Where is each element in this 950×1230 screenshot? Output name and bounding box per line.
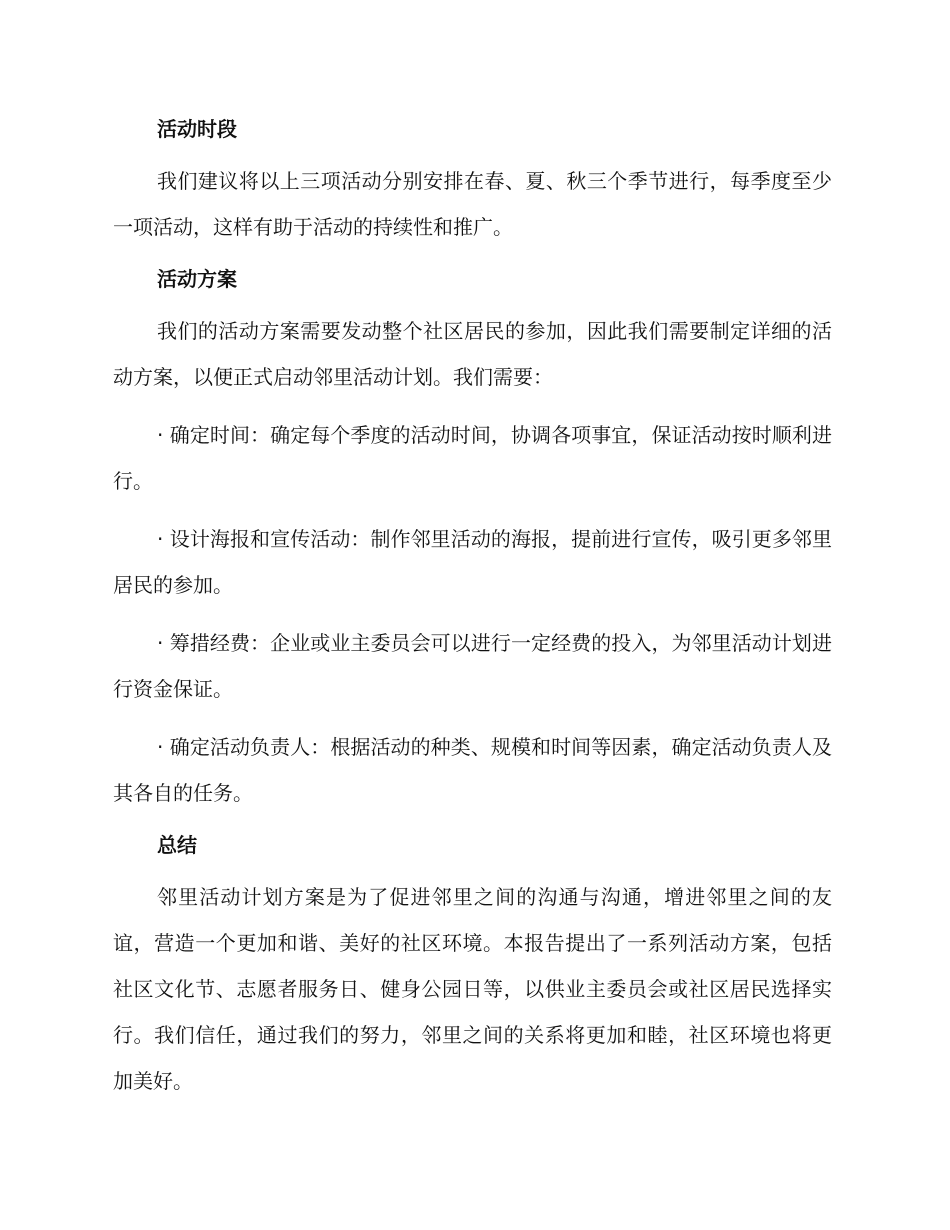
paragraph-activity-plan: 我们的活动方案需要发动整个社区居民的参加，因此我们需要制定详细的活动方案，以便正式启动邻里活动计划。我们需要： (113, 319, 832, 389)
bullet-poster-promotion: · 设计海报和宣传活动：制作邻里活动的海报，提前进行宣传，吸引更多邻里居民的参加。 (113, 527, 832, 597)
bullet-funding: · 筹措经费：企业或业主委员会可以进行一定经费的投入，为邻里活动计划进行资金保证。 (113, 631, 832, 701)
paragraph-activity-period: 我们建议将以上三项活动分别安排在春、夏、秋三个季节进行，每季度至少一项活动，这样有助于活动的持续性和推广。 (113, 169, 832, 239)
paragraph-summary: 邻里活动计划方案是为了促进邻里之间的沟通与沟通，增进邻里之间的友谊，营造一个更加和谐、美好的社区环境。本报告提出了一系列活动方案，包括社区文化节、志愿者服务日、健身公园日等，以供业主委员会或社区居民选择实行。我们信任，通过我们的努力，邻里之间的关系将更加和睦，社区环境也将更加美好。 (113, 885, 832, 1093)
bullet-set-time: · 确定时间：确定每个季度的活动时间，协调各项事宜，保证活动按时顺利进行。 (113, 423, 832, 493)
section-heading-activity-period: 活动时段 (157, 117, 237, 141)
section-heading-summary: 总结 (157, 833, 197, 857)
section-heading-activity-plan: 活动方案 (157, 267, 237, 291)
bullet-responsible-person: · 确定活动负责人：根据活动的种类、规模和时间等因素，确定活动负责人及其各自的任务。 (113, 735, 832, 805)
